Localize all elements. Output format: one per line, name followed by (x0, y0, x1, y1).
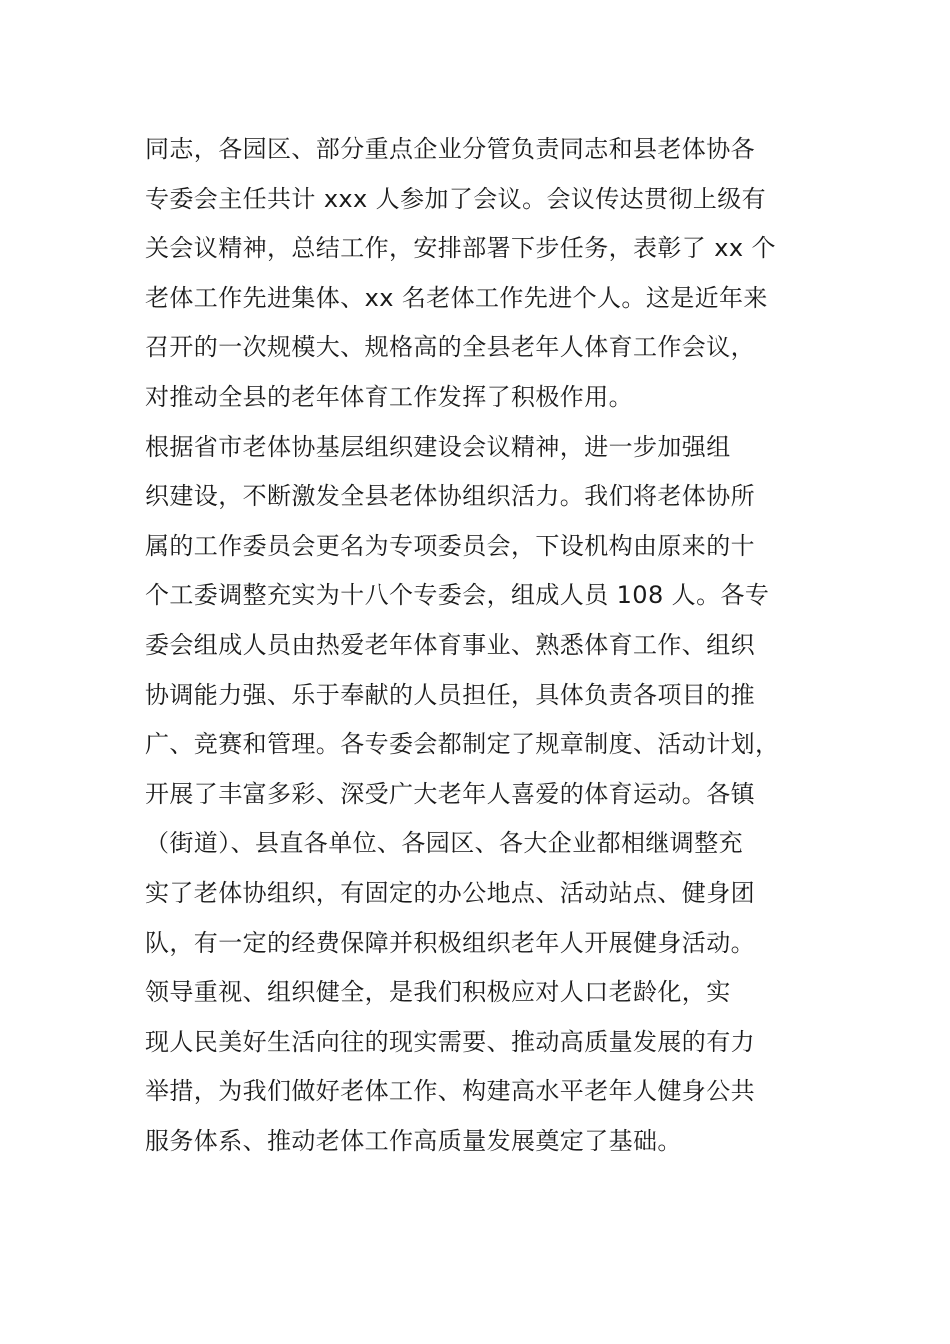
paragraph-1: 同志，各园区、部分重点企业分管负责同志和县老体协各 专委会主任共计 xxx 人参加了会议。会议传达贯彻上级有 关会议精神，总结工作，安排部署下步任务，表彰了 xx 个 老体工作先进集体、xx 名老体工作先进个人。这是近年来 召开的一次规模大、规格高的全县老年人体育工作会议， 对推动全县的老年体育工作发挥了积极作用。 (145, 135, 776, 411)
paragraph-2: 根据省市老体协基层组织建设会议精神，进一步加强组 织建设，不断激发全县老体协组织活力。我们将老体协所 属的工作委员会更名为专项委员会，下设机构由原来的十 个工委调整充实为十八个专委会，组成人员 108 人。各专 委会组成人员由热爱老年体育事业、熟悉体育工作、组织 协调能力强、乐于奉献的人员担任，具体负责各项目的推 广、竞赛和管理。各专委会都制定了规章制度、活动计划， 开展了丰富多彩、深受广大老年人喜爱的体育运动。各镇 （街道）、县直各单位、各园区、各大企业都相继调整充 实了老体协组织，有固定的办公地点、活动站点、健身团 队，有一定的经费保障并积极组织老年人开展健身活动。 (145, 432, 780, 957)
paragraph-3: 领导重视、组织健全，是我们积极应对人口老龄化，实 现人民美好生活向往的现实需要、推动高质量发展的有力 举措，为我们做好老体工作、构建高水平老年人健身公共 服务体系、推动老体工作高质量发展奠定了基础。 (145, 978, 755, 1155)
document-body (145, 125, 805, 1166)
